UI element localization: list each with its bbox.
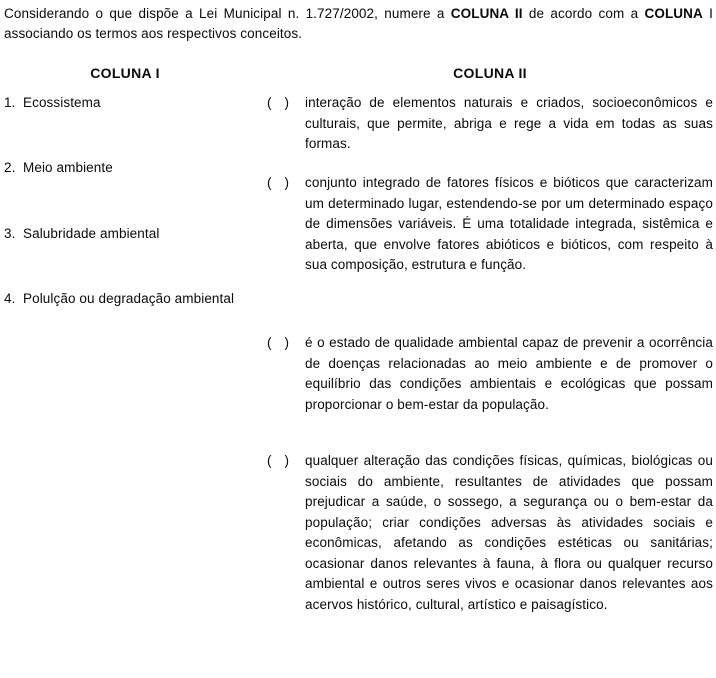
column2-item-1 [267, 93, 713, 155]
answer-blank: ( ) [267, 175, 290, 190]
concept-text: qualquer alteração das condições físicas, químicas, biológicas ou sociais do ambiente, resultantes de atividades que possam prejudicar a saúde, o sossego, a segurança ou o bem-estar da população; criar condições adversas às atividades sociais e econômicas, afetando as condições estéticas ou sanitárias; ocasionar danos relevantes à fauna, à flora ou qualquer recurso ambiental e outros seres vivos e ocasionar danos relevantes aos acervos histórico, cultural, artístico e paisagístico. [305, 453, 713, 612]
answer-blank: ( ) [267, 453, 290, 468]
instruction-segment-bold: COLUNA II [450, 6, 523, 21]
item-number: 1. [4, 95, 16, 110]
column2-item-4 [267, 451, 713, 615]
item-number: 3. [4, 226, 16, 241]
item-label: Ecossistema [23, 95, 101, 110]
column1-item-2 [4, 158, 256, 178]
column2-item-2 [267, 173, 713, 276]
column2-item-3 [267, 333, 713, 415]
item-label: Salubridade ambiental [23, 226, 160, 241]
concept-text: é o estado de qualidade ambiental capaz de prevenir a ocorrência de doenças relacionadas ao meio ambiente e de promover o equilíbrio das condições ambientais e ecológicas que possam proporcionar o bem-estar da população. [305, 335, 713, 412]
column1-item-3 [4, 224, 256, 244]
instruction-segment: I associando os termos aos respectivos conceitos. [4, 6, 714, 41]
column1-header: COLUNA I [90, 65, 160, 81]
concept-text: interação de elementos naturais e criados, socioeconômicos e culturais, que permite, abriga e rege a vida em todas as suas formas. [305, 95, 713, 151]
answer-blank: ( ) [267, 95, 290, 110]
instruction-segment-bold: COLUNA [644, 6, 703, 21]
item-number: 4. [4, 291, 16, 306]
column1-item-1 [4, 93, 256, 113]
instruction-segment: de acordo com a [522, 6, 645, 21]
item-number: 2. [4, 160, 16, 175]
item-label: Meio ambiente [23, 160, 113, 175]
concept-text: conjunto integrado de fatores físicos e bióticos que caracterizam um determinado lugar, estendendo-se por um determinado espaço de dimensões variáveis. É uma totalidade integrada, sistêmica e aberta, que envolve fatores abióticos e bióticos, com respeito à sua composição, estrutura e função. [305, 175, 713, 272]
instruction-segment: Considerando o que dispõe a Lei Municipal n. 1.727/2002, numere a [4, 6, 451, 21]
answer-blank: ( ) [267, 335, 290, 350]
instruction-text [4, 4, 713, 44]
column1-item-4 [4, 289, 256, 309]
column2-header: COLUNA II [453, 65, 527, 81]
item-label: Polulção ou degradação ambiental [23, 291, 235, 306]
